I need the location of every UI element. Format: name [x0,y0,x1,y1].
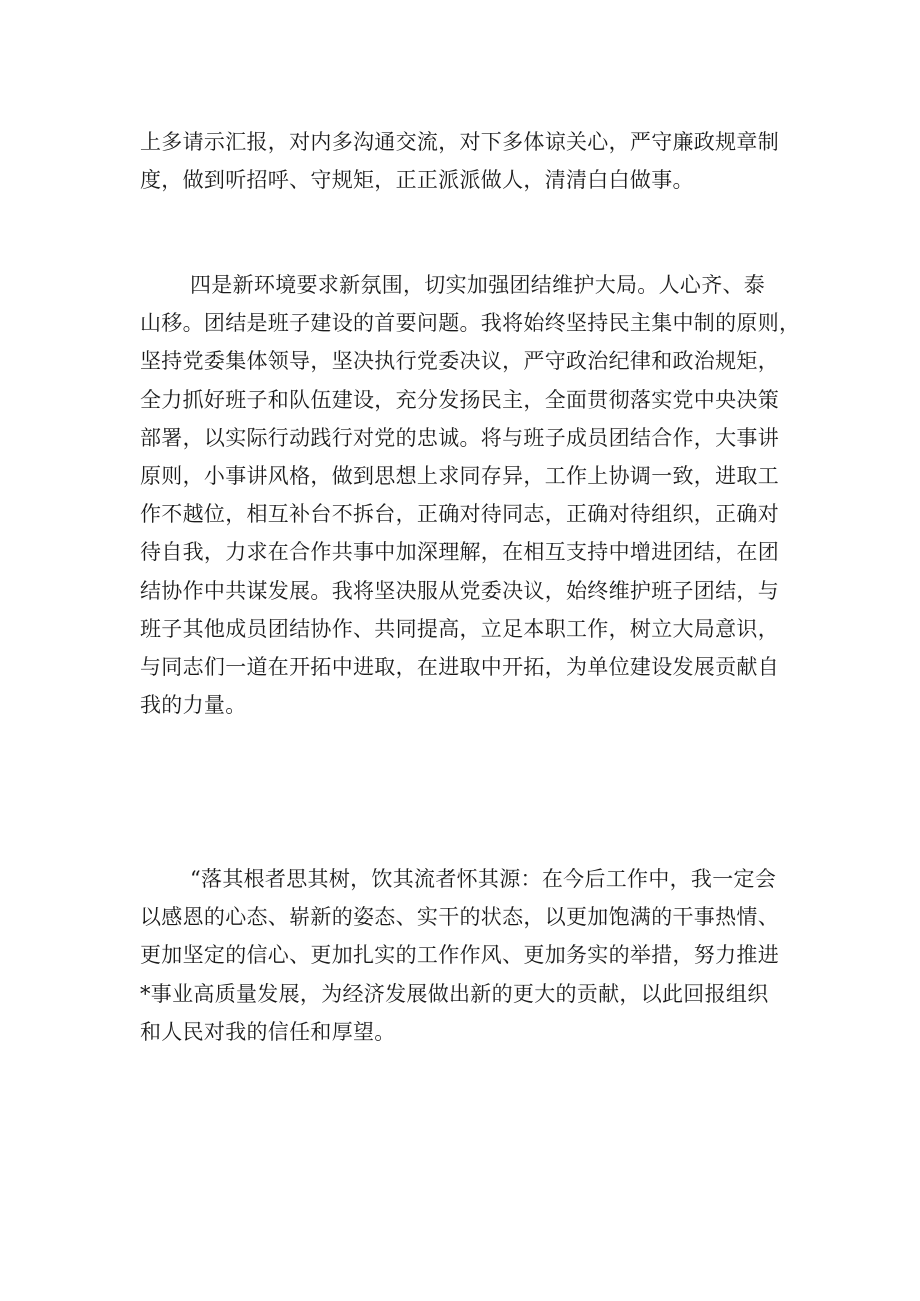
text-line: 度，做到听招呼、守规矩，正正派派做人，清清白白做事。 [140,168,694,193]
text-line-first: 四是新环境要求新氛围，切实加强团结维护大局。人心齐、泰 [190,273,766,297]
paragraph-2 [140,266,800,724]
text-line: 原则，小事讲风格，做到思想上求同存异，工作上协调一致，进取工 [140,463,779,488]
text-line-first: “落其根者思其树，饮其流者怀其源：在今后工作中，我一定会 [190,867,777,891]
text-line: 更加坚定的信心、更加扎实的工作作风、更加务实的举措，努力推进 [140,943,779,968]
text-line: 结协作中共谋发展。我将坚决服从党委决议，始终维护班子团结，与 [140,578,779,603]
text-line: 班子其他成员团结协作、共同提高，立足本职工作，树立大局意识， [140,616,779,641]
text-line: 上多请示汇报，对内多沟通交流，对下多体谅关心，严守廉政规章制 [140,130,779,154]
text-line: 我的力量。 [140,693,247,718]
text-line: 作不越位，相互补台不拆台，正确对待同志，正确对待组织，正确对 [140,502,779,527]
text-line: 待自我，力求在合作共事中加深理解，在相互支持中增进团结，在团 [140,540,779,565]
text-line: 全力抓好班子和队伍建设，充分发扬民主，全面贯彻落实党中央决策 [140,387,779,412]
text-line: 山移。团结是班子建设的首要问题。我将始终坚持民主集中制的原则， [140,311,801,336]
text-line: 和人民对我的信任和厚望。 [140,1019,396,1044]
text-line: 与同志们一道在开拓中进取，在进取中开拓，为单位建设发展贡献自 [140,654,779,679]
paragraph-3 [140,860,779,1051]
text-line: 坚持党委集体领导，坚决执行党委决议，严守政治纪律和政治规矩， [140,349,779,374]
text-line: 以感恩的心态、崭新的姿态、实干的状态，以更加饱满的干事热情、 [140,905,779,930]
text-line: 部署，以实际行动践行对党的忠诚。将与班子成员团结合作，大事讲 [140,425,779,450]
paragraph-1 [140,123,779,199]
text-line: *事业高质量发展，为经济发展做出新的更大的贡献，以此回报组织 [140,981,769,1006]
